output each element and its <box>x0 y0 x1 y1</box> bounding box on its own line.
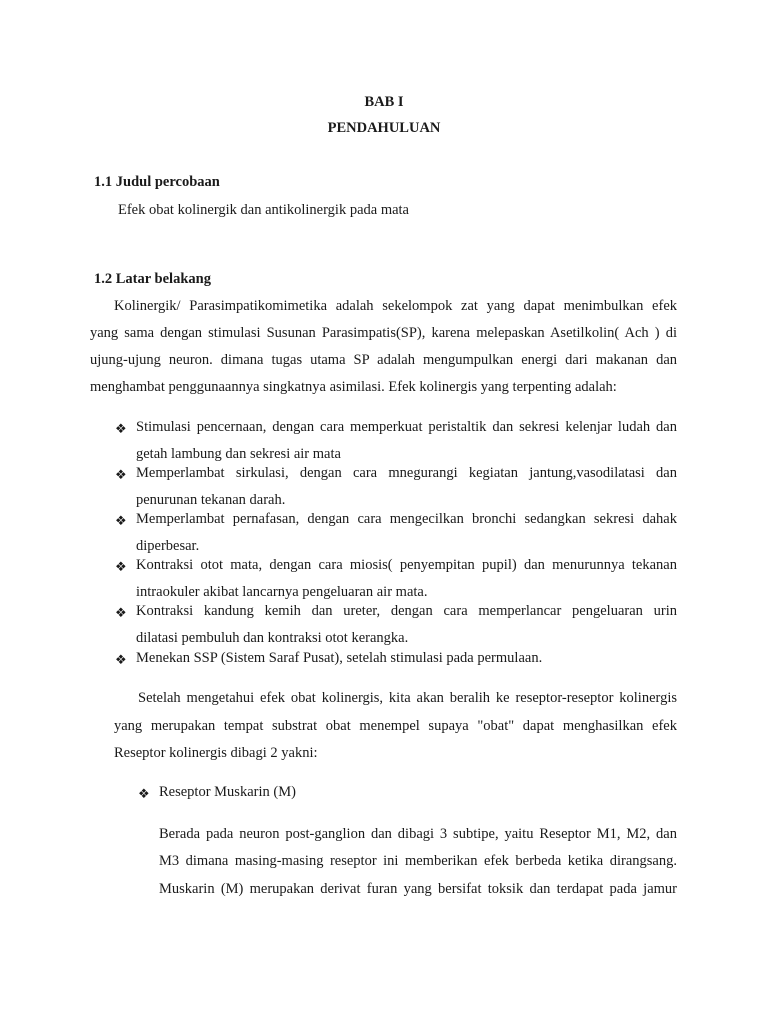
list-item: Memperlambat pernafasan, dengan cara mengecilkan bronchi sedangkan sekresi dahak <box>136 511 677 527</box>
paragraph-line: yang merupakan tempat substrat obat menempel supaya "obat" dapat menghasilkan efek <box>114 718 677 734</box>
list-item: Kontraksi otot mata, dengan cara miosis( penyempitan pupil) dan menurunnya tekanan <box>136 557 677 573</box>
section-heading-1-1: 1.1 Judul percobaan <box>94 174 220 190</box>
diamond-bullet-icon: ❖ <box>115 559 127 574</box>
experiment-title-text: Efek obat kolinergik dan antikolinergik pada mata <box>118 202 409 218</box>
paragraph-line: Muskarin (M) merupakan derivat furan yang bersifat toksik dan terdapat pada jamur <box>159 881 677 897</box>
list-item-continuation: diperbesar. <box>136 538 200 554</box>
paragraph-line: Berada pada neuron post-ganglion dan dibagi 3 subtipe, yaitu Reseptor M1, M2, dan <box>159 826 677 842</box>
list-item-continuation: getah lambung dan sekresi air mata <box>136 446 341 462</box>
paragraph-line: Kolinergik/ Parasimpatikomimetika adalah sekelompok zat yang dapat menimbulkan efek <box>114 298 677 314</box>
chapter-number: BAB I <box>364 94 404 110</box>
chapter-title: PENDAHULUAN <box>327 120 441 136</box>
list-item: Stimulasi pencernaan, dengan cara memperkuat peristaltik dan sekresi kelenjar ludah dan <box>136 419 677 435</box>
list-item: Kontraksi kandung kemih dan ureter, dengan cara memperlancar pengeluaran urin <box>136 603 677 619</box>
diamond-bullet-icon: ❖ <box>138 786 150 801</box>
paragraph-line: Reseptor kolinergis dibagi 2 yakni: <box>114 745 318 761</box>
paragraph-line: M3 dimana masing-masing reseptor ini memberikan efek berbeda ketika dirangsang. <box>159 853 677 869</box>
diamond-bullet-icon: ❖ <box>115 467 127 482</box>
diamond-bullet-icon: ❖ <box>115 605 127 620</box>
diamond-bullet-icon: ❖ <box>115 652 127 667</box>
diamond-bullet-icon: ❖ <box>115 513 127 528</box>
diamond-bullet-icon: ❖ <box>115 421 127 436</box>
section-heading-1-2: 1.2 Latar belakang <box>94 271 211 287</box>
paragraph-line: Setelah mengetahui efek obat kolinergis, kita akan beralih ke reseptor-reseptor kolinergis <box>138 690 677 706</box>
list-item-continuation: penurunan tekanan darah. <box>136 492 286 508</box>
paragraph-line: menghambat penggunaannya singkatnya asimilasi. Efek kolinergis yang terpenting adalah: <box>90 379 617 395</box>
list-item-continuation: dilatasi pembuluh dan kontraksi otot kerangka. <box>136 630 409 646</box>
list-item: Menekan SSP (Sistem Saraf Pusat), setelah stimulasi pada permulaan. <box>136 650 543 666</box>
paragraph-line: ujung-ujung neuron. dimana tugas utama SP adalah mengumpulkan energi dari makanan dan <box>90 352 677 368</box>
list-item: Memperlambat sirkulasi, dengan cara mnegurangi kegiatan jantung,vasodilatasi dan <box>136 465 677 481</box>
list-item-continuation: intraokuler akibat lancarnya pengeluaran air mata. <box>136 584 428 600</box>
paragraph-line: yang sama dengan stimulasi Susunan Parasimpatis(SP), karena melepaskan Asetilkolin( Ach ) di <box>90 325 677 341</box>
receptor-list-item: Reseptor Muskarin (M) <box>159 784 296 800</box>
